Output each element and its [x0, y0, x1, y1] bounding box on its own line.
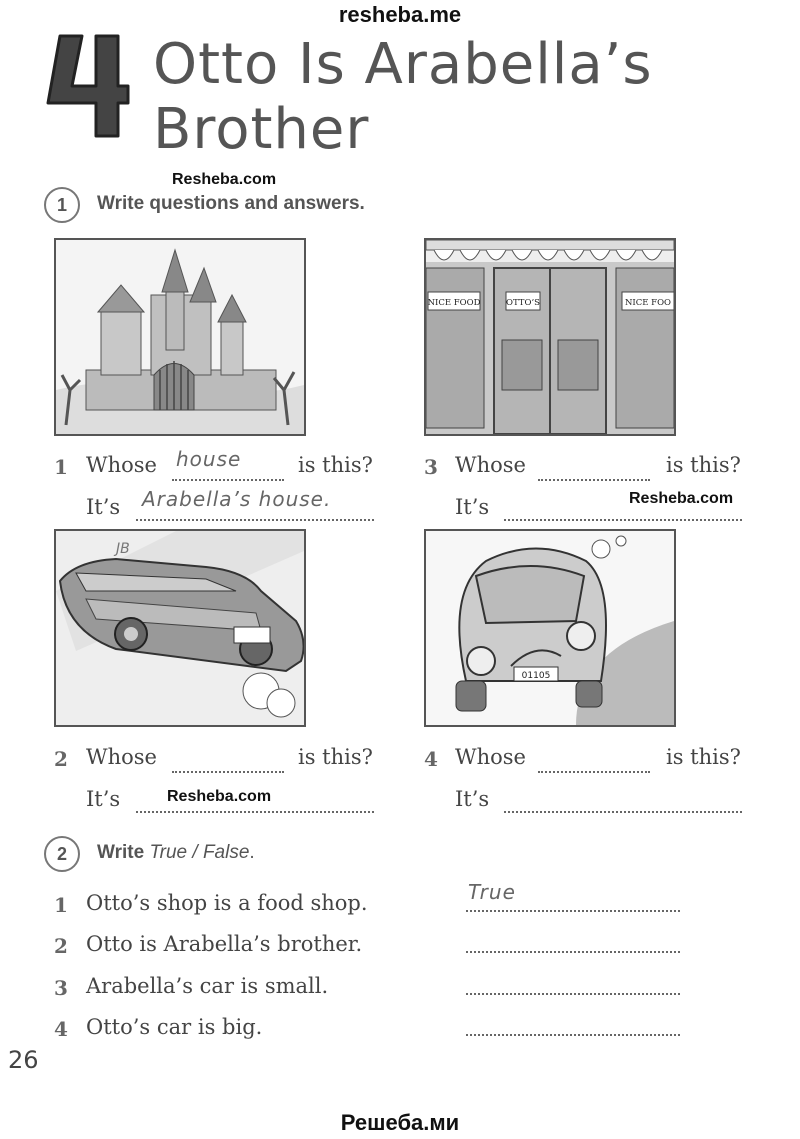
statement-2-text: Otto is Arabella’s brother. — [86, 932, 363, 956]
unit-title-line2: Brother — [153, 97, 370, 162]
exercise-2-instruction-bold: Write — [97, 842, 145, 863]
exercise-2-instruction-end: . — [249, 842, 255, 863]
watermark-top: resheba.me — [338, 2, 462, 27]
statement-1-number: 1 — [54, 893, 68, 917]
item-1-is-this: is this? — [298, 453, 373, 477]
item-1-its: It’s — [86, 495, 121, 519]
svg-text:JB: JB — [116, 541, 130, 557]
castle-picture — [54, 238, 306, 436]
shop-sign-right: NICE FOO — [624, 298, 672, 308]
item-2-its: It’s — [86, 787, 121, 811]
statement-4-answer-line[interactable] — [466, 1012, 680, 1036]
exercise-2-number: 2 — [44, 836, 80, 872]
small-car-picture — [424, 529, 676, 727]
item-1-filled-a: Arabella’s house. — [142, 487, 332, 511]
item-3-whose: Whose — [455, 453, 526, 477]
statement-4-text: Otto’s car is big. — [86, 1015, 263, 1039]
watermark-small-2: Resheba.com — [629, 490, 734, 507]
item-3-answer-line-q[interactable] — [538, 457, 650, 481]
item-2-whose: Whose — [86, 745, 157, 769]
exercise-2-instruction-italic: True / False — [149, 842, 250, 863]
statement-2-answer-line[interactable] — [466, 929, 680, 953]
exercise-1-instruction: Write questions and answers. — [97, 193, 365, 214]
shop-picture — [424, 238, 676, 436]
shop-sign-left: NICE FOOD — [427, 298, 481, 308]
statement-3-text: Arabella’s car is small. — [86, 974, 329, 998]
page-number: 26 — [8, 1046, 39, 1074]
item-3-number: 3 — [424, 455, 438, 479]
statement-4-number: 4 — [54, 1017, 68, 1041]
item-3-its: It’s — [455, 495, 490, 519]
item-2-is-this: is this? — [298, 745, 373, 769]
limousine-picture — [54, 529, 306, 727]
exercise-2-instruction — [97, 842, 255, 864]
statement-3-number: 3 — [54, 976, 68, 1000]
shop-sign-center: OTTO’S — [506, 298, 540, 308]
item-4-answer-line-q[interactable] — [538, 749, 650, 773]
statement-1-answer: True — [468, 880, 516, 904]
item-4-its: It’s — [455, 787, 490, 811]
item-2-number: 2 — [54, 747, 68, 771]
item-1-whose: Whose — [86, 453, 157, 477]
item-4-answer-line-a[interactable] — [504, 789, 742, 813]
unit-title-line1: Otto Is Arabella’s — [153, 32, 653, 97]
item-1-filled-q: house — [176, 447, 242, 471]
exercise-1-number: 1 — [44, 187, 80, 223]
item-1-number: 1 — [54, 455, 68, 479]
item-4-is-this: is this? — [666, 745, 741, 769]
item-3-is-this: is this? — [666, 453, 741, 477]
statement-2-number: 2 — [54, 934, 68, 958]
item-2-answer-line-q[interactable] — [172, 749, 284, 773]
car-plate: 01105 — [521, 671, 551, 681]
item-4-whose: Whose — [455, 745, 526, 769]
watermark-bottom: Решеба.ми — [340, 1110, 460, 1135]
watermark-small-1: Resheba.com — [172, 171, 277, 188]
statement-3-answer-line[interactable] — [466, 971, 680, 995]
item-4-number: 4 — [424, 747, 438, 771]
unit-number — [38, 28, 133, 148]
watermark-small-3: Resheba.com — [167, 788, 272, 805]
statement-1-text: Otto’s shop is a food shop. — [86, 891, 368, 915]
